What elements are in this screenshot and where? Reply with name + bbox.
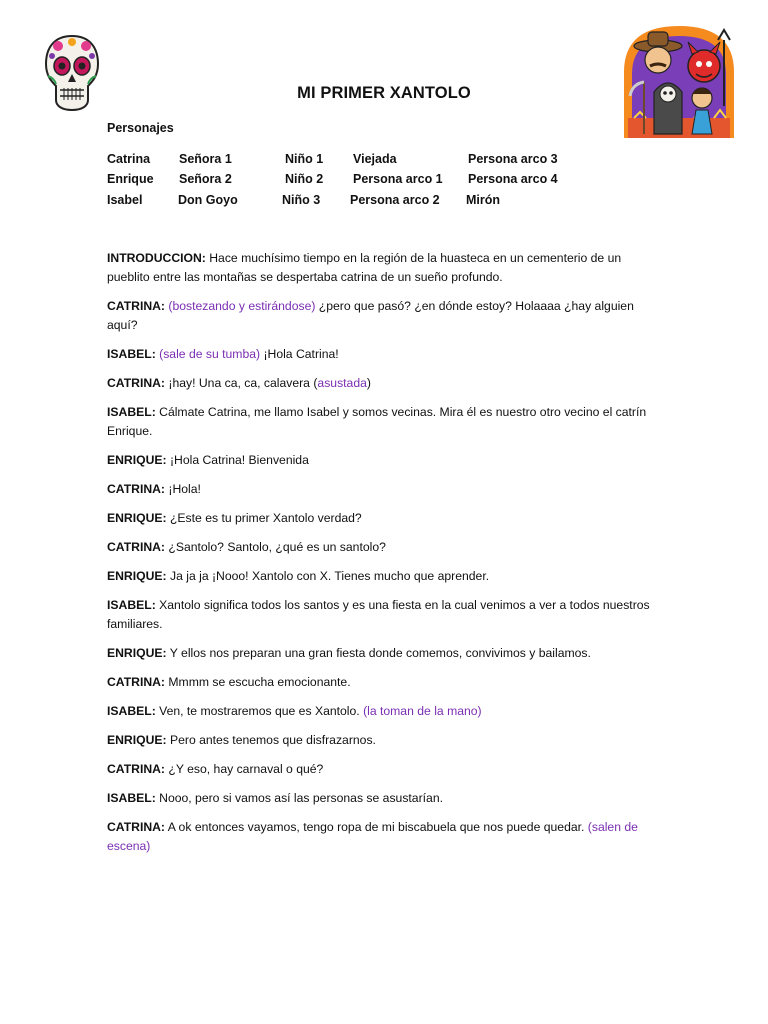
- dialogue-text: A ok entonces vayamos, tengo ropa de mi biscabuela que nos puede quedar.: [165, 820, 588, 834]
- speaker-label: ISABEL:: [107, 347, 156, 361]
- cast-name: Señora 2: [179, 172, 232, 186]
- dialogue-text: Cálmate Catrina, me llamo Isabel y somos vecinas. Mira él es nuestro otro vecino el catrín Enrique.: [107, 405, 647, 438]
- dialogue-line: [107, 374, 663, 393]
- stage-direction: asustada: [317, 376, 367, 390]
- cast-name: Don Goyo: [178, 193, 238, 207]
- page-title: MI PRIMER XANTOLO: [297, 84, 471, 102]
- cast-name: Persona arco 1: [353, 172, 443, 186]
- speaker-label: CATRINA:: [107, 540, 165, 554]
- dialogue-line: [107, 297, 663, 335]
- dialogue-line: [107, 249, 663, 287]
- dialogue-text: Pero antes tenemos que disfrazarnos.: [166, 733, 376, 747]
- dialogue-text: ¡Hola Catrina!: [260, 347, 339, 361]
- dialogue-line: [107, 567, 663, 586]
- cast-row: [0, 193, 768, 211]
- cast-name: Mirón: [466, 193, 501, 207]
- dialogue-text: ¡Hola Catrina! Bienvenida: [166, 453, 309, 467]
- dialogue-line: [107, 403, 663, 441]
- cast-name: Persona arco 4: [468, 172, 558, 186]
- speaker-label: CATRINA:: [107, 762, 165, 776]
- dialogue-line: [107, 345, 663, 364]
- dialogue-line: [107, 731, 663, 750]
- cast-name: Isabel: [107, 193, 143, 207]
- dialogue-line: [107, 596, 663, 634]
- speaker-label: INTRODUCCION:: [107, 251, 206, 265]
- speaker-label: CATRINA:: [107, 820, 165, 834]
- dialogue-line: [107, 451, 663, 470]
- dialogue-text: Mmmm se escucha emocionante.: [165, 675, 351, 689]
- dialogue-text: Ven, te mostraremos que es Xantolo.: [155, 704, 364, 718]
- dialogue-line: [107, 673, 663, 692]
- dialogue-line: [107, 538, 663, 557]
- speaker-label: ISABEL:: [107, 791, 156, 805]
- cast-name: Persona arco 3: [468, 152, 558, 166]
- dialogue-text: Nooo, pero si vamos así las personas se asustarían.: [155, 791, 443, 805]
- speaker-label: ENRIQUE:: [107, 569, 167, 583]
- speaker-label: ENRIQUE:: [107, 733, 167, 747]
- cast-name: Persona arco 2: [350, 193, 440, 207]
- stage-direction: (la toman de la mano): [363, 704, 482, 718]
- cast-name: Catrina: [107, 152, 151, 166]
- cast-name: Señora 1: [179, 152, 232, 166]
- cast-row: [0, 152, 768, 170]
- dialogue-line: [107, 789, 663, 808]
- dialogue-text: ): [366, 376, 371, 390]
- dialogue-text: ¿Santolo? Santolo, ¿qué es un santolo?: [165, 540, 386, 554]
- dialogue-line: [107, 509, 663, 528]
- speaker-label: ENRIQUE:: [107, 646, 167, 660]
- dialogue-line: [107, 702, 663, 721]
- speaker-label: CATRINA:: [107, 376, 165, 390]
- speaker-label: CATRINA:: [107, 482, 165, 496]
- speaker-label: ISABEL:: [107, 704, 156, 718]
- script-body: [107, 249, 663, 866]
- dialogue-text: ¿Y eso, hay carnaval o qué?: [165, 762, 324, 776]
- cast-name: Enrique: [107, 172, 154, 186]
- cast-name: Niño 1: [285, 152, 324, 166]
- speaker-label: CATRINA:: [107, 675, 165, 689]
- cast-row: [0, 172, 768, 190]
- dialogue-text: Xantolo significa todos los santos y es una fiesta en la cual venimos a ver a todos nuestros familiares.: [107, 598, 650, 631]
- dialogue-line: [107, 760, 663, 779]
- speaker-label: CATRINA:: [107, 299, 165, 313]
- xantolo-characters-illustration: [620, 22, 738, 140]
- dialogue-text: ¿Este es tu primer Xantolo verdad?: [166, 511, 362, 525]
- stage-direction: (salen de escena): [107, 820, 638, 853]
- speaker-label: ISABEL:: [107, 598, 156, 612]
- stage-direction: (bostezando y estirándose): [168, 299, 316, 313]
- dialogue-line: [107, 480, 663, 499]
- speaker-label: ISABEL:: [107, 405, 156, 419]
- cast-name: Niño 3: [282, 193, 321, 207]
- dialogue-text: Y ellos nos preparan una gran fiesta donde comemos, convivimos y bailamos.: [166, 646, 591, 660]
- dialogue-text: ¡hay! Una ca, ca, calavera (: [165, 376, 318, 390]
- speaker-label: ENRIQUE:: [107, 511, 167, 525]
- dialogue-text: ¡Hola!: [165, 482, 201, 496]
- cast-name: Viejada: [353, 152, 397, 166]
- stage-direction: (sale de su tumba): [159, 347, 261, 361]
- cast-name: Niño 2: [285, 172, 324, 186]
- dialogue-text: Ja ja ja ¡Nooo! Xantolo con X. Tienes mucho que aprender.: [166, 569, 490, 583]
- speaker-label: ENRIQUE:: [107, 453, 167, 467]
- dialogue-text: ¿pero que pasó? ¿en dónde estoy? Holaaaa ¿hay alguien aquí?: [107, 299, 634, 332]
- cast-heading: Personajes: [107, 121, 174, 135]
- dialogue-line: [107, 644, 663, 663]
- dialogue-line: [107, 818, 663, 856]
- dialogue-text: Hace muchísimo tiempo en la región de la huasteca en un cementerio de un pueblito entre las montañas se despertaba catrina de un sueño profundo.: [107, 251, 622, 284]
